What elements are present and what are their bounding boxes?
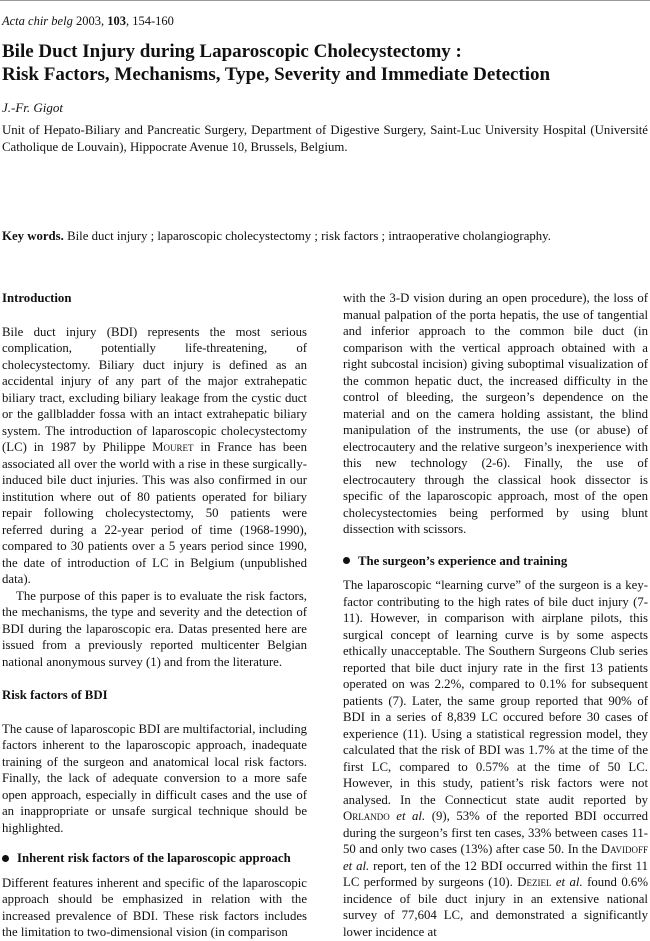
inherent-paragraph: Different features inherent and specific of the laparoscopic approach should be emphasized in relation with the increased prevalence of BDI. These risk factors includes the limitation to two-dimensional vision (in comparison bbox=[2, 875, 307, 939]
risk-paragraph: The cause of laparoscopic BDI are multifactorial, including factors inherent to the laparoscopic approach, inadequate training of the surgeon and anatomical local risk factors. Finally, the lack of adequate conversion to a more safe open approach, especially in difficult cases and the use of an inappropriate or unsafe surgical technique should be highlighted. bbox=[2, 721, 307, 835]
right-column bbox=[343, 290, 648, 940]
author-name-deziel: Deziel bbox=[517, 875, 552, 889]
inherent-paragraph-continued: with the 3-D vision during an open procedure), the loss of manual palpation of the porta hepatis, the use of tangential and inferior approach to the common bile duct (in comparison with the vertical approach obtained with a right subcostal incision) giving suboptimal visualization of the common hepatic duct, the increased difficulty in the control of bleeding, the surgeon’s dependence on the material and on the camera holding assistant, the blind manipulation of the instruments, the use (or abuse) of electrocautery and the relative surgeon’s inexperience with this new technology (2-6). Finally, the use of electrocautery through the classical hook dissector is specific of the laparoscopic approach, most of the open cholecystectomies being performed by using blunt dissection with scissors. bbox=[343, 291, 648, 536]
author-name-orlando: Orlando bbox=[343, 809, 390, 823]
keywords bbox=[2, 228, 648, 245]
subsection-heading-inherent: Inherent risk factors of the laparoscopic approach bbox=[2, 850, 307, 867]
left-column bbox=[2, 290, 307, 941]
intro-paragraph-2: The purpose of this paper is to evaluate the risk factors, the mechanisms, the type and severity and the detection of BDI during the laparoscopic era. Datas presented here are issued from a previously reported multicenter Belgian national anonymous survey (1) and from the literature. bbox=[2, 588, 307, 669]
author-name-davidoff: Davidoff bbox=[600, 842, 648, 856]
bullet-icon bbox=[343, 557, 350, 564]
intro-paragraph-1: Bile duct injury (BDI) represents the most serious complication, potentially life-threatening, of cholecystectomy. Biliary duct injury is defined as an accidental injury of any part of the major extrahepatic biliary tract, excluding biliary leakage from the cystic duct or the gallbladder fossa with an intact extrahepatic biliary system. The introduction of laparoscopic cholecystectomy (LC) in 1987 by Philippe Mouret in France has been associated all over the world with a rise in these surgically-induced bile duct injuries. This was also confirmed in our institution where out of 80 patients operated for biliary repair following cholecystectomy, 50 patients were referred during a 22-year period of time (1968-1990), compared to 30 patients over a 5 years period since 1990, the date of introduction of LC in Belgium (unpublished data). bbox=[2, 324, 307, 586]
keywords-label: Key words. bbox=[2, 229, 64, 243]
surgeon-paragraph: The laparoscopic “learning curve” of the surgeon is a key-factor contributing to the high rates of bile duct injury (7-11). However, in comparison with airplane pilots, this surgical concept of learning curve is by some aspects ethically unacceptable. The Southern Surgeons Club series reported that bile duct injury rate in the first 13 patients operated on was 2.2%, compared to 0.1% for subsequent patients (7). Later, the same group reported that 90% of BDI in a series of 8,839 LC occured before 30 cases of experience (11). Using a statistical regression model, they calculated that the risk of BDI was 1.7% at the time of the first LC, compared to 0.57% at the time of 50 LC. However, in this study, patient’s risk factors were not analysed. In the Connecticut state audit reported by Orlando et al. (9), 53% of the reported BDI occurred during the surgeon’s first ten cases, 33% between cases 11-50 and only two cases (13%) after case 50. In the Davidoff et al. report, ten of the 12 BDI occurred within the first 11 LC performed by surgeons (10). Deziel et al. found 0.6% incidence of bile duct injury in an extensive national survey of 77,604 LC, and demonstrated a significantly lower incidence at bbox=[343, 578, 649, 939]
bullet-icon bbox=[2, 855, 9, 862]
section-heading-risk-factors: Risk factors of BDI bbox=[2, 688, 108, 702]
affiliation: Unit of Hepato-Biliary and Pancreatic Surgery, Department of Digestive Surgery, Saint-Luc University Hospital (Université Catholique de Louvain), Hippocrate Avenue 10, Brussels, Belgium. bbox=[2, 123, 648, 154]
title-line-2: Risk Factors, Mechanisms, Type, Severity and Immediate Detection bbox=[2, 64, 551, 85]
journal-year: 2003, bbox=[75, 14, 105, 28]
paper-title bbox=[2, 40, 642, 86]
journal-pages: 154-160 bbox=[132, 14, 174, 28]
section-heading-introduction: Introduction bbox=[2, 291, 72, 305]
journal-volume: 103 bbox=[107, 14, 126, 28]
header-rule bbox=[0, 0, 650, 1]
journal-citation: Acta chir belg 2003, 103, 154-160 bbox=[2, 14, 174, 28]
title-line-1: Bile Duct Injury during Laparoscopic Cholecystectomy : bbox=[2, 41, 462, 62]
author-name-mouret: Mouret bbox=[152, 440, 194, 454]
journal-name: Acta chir belg bbox=[2, 14, 73, 28]
author: J.-Fr. Gigot bbox=[2, 100, 64, 115]
subsection-heading-surgeon: The surgeon’s experience and training bbox=[343, 553, 648, 570]
keywords-text: Bile duct injury ; laparoscopic cholecystectomy ; risk factors ; intraoperative cholangiography. bbox=[67, 229, 551, 243]
